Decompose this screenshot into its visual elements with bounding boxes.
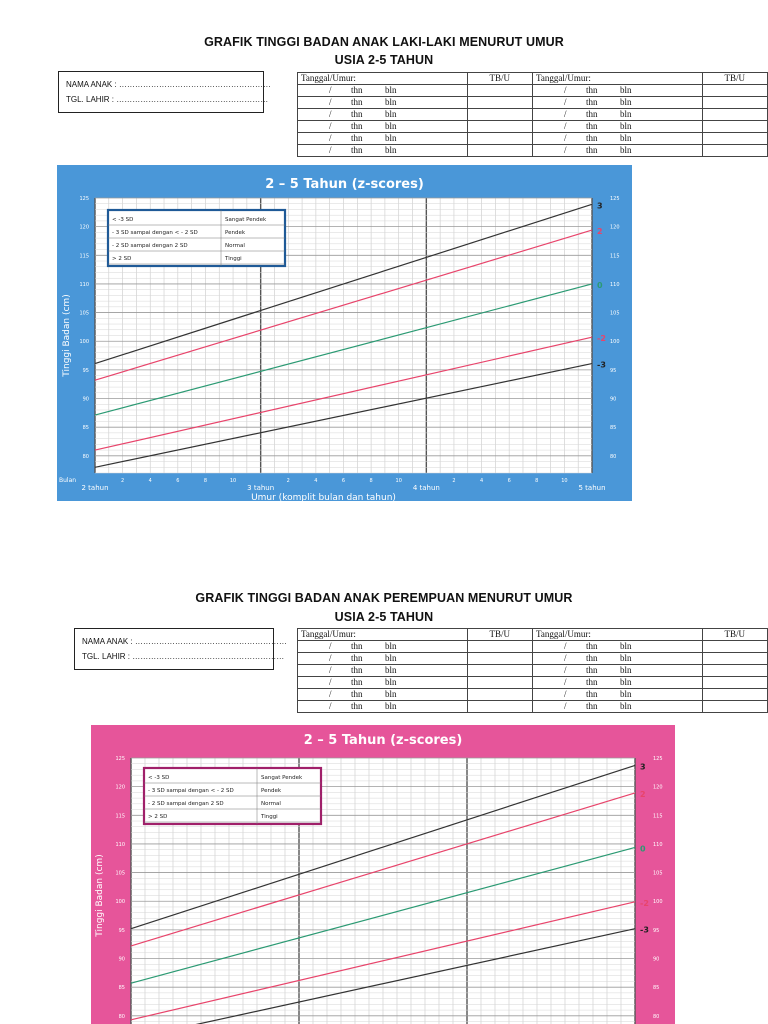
table-row xyxy=(298,109,768,121)
date-age-cell[interactable] xyxy=(532,109,702,121)
y-tick-label: 100 xyxy=(79,339,89,346)
bln-label: bln xyxy=(385,85,397,95)
legend-category-text: Normal xyxy=(225,243,245,249)
y-tick-label: 100 xyxy=(115,899,125,906)
month-tick-label: 2 xyxy=(286,478,290,484)
tbu-cell[interactable] xyxy=(467,641,532,653)
y-tick-label-right: 125 xyxy=(653,756,663,762)
table-row xyxy=(298,97,768,109)
y-tick-label: 110 xyxy=(115,841,125,848)
name-field-row[interactable]: NAMA ANAK : ………………………………………………… xyxy=(82,637,287,646)
slash: / xyxy=(329,97,332,107)
date-age-cell[interactable] xyxy=(298,641,468,653)
y-tick-label: 125 xyxy=(115,756,125,762)
slash: / xyxy=(563,97,567,107)
date-age-cell[interactable] xyxy=(532,641,702,653)
legend-category-text: Pendek xyxy=(225,230,246,236)
column-header: Tanggal/Umur: xyxy=(532,629,702,641)
date-age-cell[interactable] xyxy=(532,145,702,157)
month-tick-label: 6 xyxy=(341,478,346,484)
date-age-cell[interactable] xyxy=(298,97,468,109)
bln-label: bln xyxy=(619,97,632,107)
bln-label: bln xyxy=(385,641,397,651)
month-tick-label: 10 xyxy=(561,478,568,484)
slash: / xyxy=(329,85,332,95)
bln-label: bln xyxy=(385,677,397,687)
y-tick-label: 120 xyxy=(79,224,89,231)
month-tick-label: 6 xyxy=(176,478,180,484)
month-tick-label: 4 xyxy=(479,478,484,484)
tbu-cell[interactable] xyxy=(702,665,767,677)
tbu-cell[interactable] xyxy=(702,677,767,689)
y-tick-label-right: 100 xyxy=(610,339,620,346)
slash: / xyxy=(563,145,567,155)
date-age-cell[interactable] xyxy=(298,121,468,133)
bln-label: bln xyxy=(385,121,397,131)
y-tick-label: 115 xyxy=(79,253,89,260)
date-age-cell[interactable] xyxy=(532,97,702,109)
tbu-cell[interactable] xyxy=(467,701,532,713)
y-tick-label-right: 100 xyxy=(653,899,663,906)
table-header-row xyxy=(298,629,768,641)
thn-label: thn xyxy=(351,109,363,119)
date-age-cell[interactable] xyxy=(298,689,468,701)
table-row xyxy=(298,133,768,145)
y-tick-label: 110 xyxy=(79,281,89,288)
y-tick-label-right: 110 xyxy=(653,841,663,848)
bln-label: bln xyxy=(385,109,397,119)
legend-category-text: Sangat Pendek xyxy=(261,775,303,781)
date-age-cell[interactable] xyxy=(532,85,702,97)
thn-label: thn xyxy=(585,85,598,95)
thn-label: thn xyxy=(585,97,598,107)
series-label-2: 2 xyxy=(597,227,603,237)
identity-box-boys xyxy=(58,71,271,113)
column-header: TB/U xyxy=(702,629,767,641)
slash: / xyxy=(563,665,567,675)
y-tick-label: 115 xyxy=(115,813,125,820)
slash: / xyxy=(563,85,567,95)
column-header: Tanggal/Umur: xyxy=(298,629,468,641)
y-tick-label: 105 xyxy=(115,870,125,877)
date-age-cell[interactable] xyxy=(298,653,468,665)
table-row xyxy=(298,121,768,133)
tbu-cell[interactable] xyxy=(467,121,532,133)
bln-label: bln xyxy=(619,133,632,143)
date-age-cell[interactable] xyxy=(532,653,702,665)
y-tick-label: 120 xyxy=(115,784,125,791)
bln-label: bln xyxy=(385,701,397,711)
x-axis-label: Umur (komplit bulan dan tahun) xyxy=(251,493,396,501)
slash: / xyxy=(563,701,567,711)
tbu-cell[interactable] xyxy=(467,145,532,157)
y-tick-label-right: 95 xyxy=(653,927,660,934)
table-row xyxy=(298,653,768,665)
series-label--2: -2 xyxy=(597,334,606,344)
legend xyxy=(108,210,285,266)
thn-label: thn xyxy=(351,133,363,143)
bln-label: bln xyxy=(385,689,397,699)
bln-label: bln xyxy=(385,145,397,155)
month-tick-label: 4 xyxy=(314,478,318,484)
record-table-boys xyxy=(297,72,768,157)
y-tick-label-right: 95 xyxy=(610,367,617,374)
table-row xyxy=(298,85,768,97)
month-tick-label: 8 xyxy=(535,478,539,484)
month-tick-label: 2 xyxy=(121,478,125,484)
month-tick-label: 10 xyxy=(229,478,237,484)
slash: / xyxy=(563,677,567,687)
date-age-cell[interactable] xyxy=(532,677,702,689)
y-tick-label-right: 90 xyxy=(653,956,660,963)
slash: / xyxy=(563,109,567,119)
legend-range-text: > 2 SD xyxy=(112,256,132,262)
slash: / xyxy=(563,133,567,143)
slash: / xyxy=(329,133,332,143)
bln-label: bln xyxy=(619,665,632,675)
thn-label: thn xyxy=(585,145,598,155)
table-row xyxy=(298,641,768,653)
month-tick-label: 6 xyxy=(507,478,511,484)
legend-range-text: > 2 SD xyxy=(148,814,168,820)
page-subtitle-girls: USIA 2-5 TAHUN xyxy=(334,610,434,624)
legend-range-text: < -3 SD xyxy=(148,775,170,781)
date-age-cell[interactable] xyxy=(532,689,702,701)
column-header: Tanggal/Umur: xyxy=(298,73,468,85)
slash: / xyxy=(563,689,567,699)
tbu-cell[interactable] xyxy=(702,121,767,133)
year-label: 2 tahun xyxy=(81,484,109,492)
series-label-3: 3 xyxy=(640,762,646,772)
tbu-cell[interactable] xyxy=(467,133,532,145)
table-row xyxy=(298,145,768,157)
dob-field-row[interactable]: TGL. LAHIR : ………………………………………………… xyxy=(82,652,285,661)
slash: / xyxy=(563,641,567,651)
tbu-cell[interactable] xyxy=(702,145,767,157)
year-label: 3 tahun xyxy=(247,484,275,492)
thn-label: thn xyxy=(585,689,598,699)
tbu-cell[interactable] xyxy=(467,665,532,677)
year-label: 5 tahun xyxy=(578,484,606,492)
slash: / xyxy=(329,641,332,651)
date-age-cell[interactable] xyxy=(532,121,702,133)
column-header: Tanggal/Umur: xyxy=(532,73,702,85)
y-tick-label-right: 85 xyxy=(610,425,617,432)
tbu-cell[interactable] xyxy=(702,85,767,97)
slash: / xyxy=(563,121,567,131)
series-label-0: 0 xyxy=(597,280,603,290)
page-subtitle-boys: USIA 2-5 TAHUN xyxy=(334,53,434,67)
slash: / xyxy=(329,653,332,663)
legend-category-text: Sangat Pendek xyxy=(225,217,267,223)
table-row xyxy=(298,665,768,677)
y-axis-label: Tinggi Badan (cm) xyxy=(62,294,72,377)
series-label--3: -3 xyxy=(640,925,649,935)
bln-label: bln xyxy=(385,97,397,107)
thn-label: thn xyxy=(351,665,363,675)
legend-range-text: - 3 SD sampai dengan < - 2 SD xyxy=(148,788,234,794)
slash: / xyxy=(329,701,332,711)
bln-label: bln xyxy=(619,85,632,95)
record-table-girls xyxy=(297,628,768,713)
tbu-cell[interactable] xyxy=(702,701,767,713)
bln-label: bln xyxy=(385,665,397,675)
legend-category-text: Tinggi xyxy=(261,814,278,820)
column-header: TB/U xyxy=(467,629,532,641)
thn-label: thn xyxy=(351,677,363,687)
column-header: TB/U xyxy=(702,73,767,85)
table-row xyxy=(298,689,768,701)
month-tick-label: 8 xyxy=(203,478,208,484)
thn-label: thn xyxy=(585,701,598,711)
chart-title: 2 – 5 Tahun (z-scores) xyxy=(303,733,463,748)
date-age-cell[interactable] xyxy=(298,665,468,677)
month-tick-label: 10 xyxy=(395,478,402,484)
month-tick-label: 2 xyxy=(452,478,456,484)
growth-chart-boys xyxy=(57,165,632,501)
bln-label: bln xyxy=(385,133,397,143)
date-age-cell[interactable] xyxy=(298,85,468,97)
y-axis-label: Tinggi Badan (cm) xyxy=(95,854,105,937)
tbu-cell[interactable] xyxy=(702,109,767,121)
date-age-cell[interactable] xyxy=(298,145,468,157)
date-age-cell[interactable] xyxy=(298,133,468,145)
date-age-cell[interactable] xyxy=(532,133,702,145)
thn-label: thn xyxy=(351,145,363,155)
tbu-cell[interactable] xyxy=(467,677,532,689)
thn-label: thn xyxy=(351,653,363,663)
date-age-cell[interactable] xyxy=(298,109,468,121)
y-tick-label-right: 120 xyxy=(610,224,620,231)
series-label--2: -2 xyxy=(640,898,649,908)
tbu-cell[interactable] xyxy=(467,689,532,701)
y-tick-label-right: 125 xyxy=(610,196,620,202)
slash: / xyxy=(329,121,332,131)
page-title-boys: GRAFIK TINGGI BADAN ANAK LAKI-LAKI MENURUT UMUR xyxy=(204,35,564,49)
y-tick-label: 80 xyxy=(118,1013,125,1020)
thn-label: thn xyxy=(351,85,363,95)
legend-range-text: - 3 SD sampai dengan < - 2 SD xyxy=(112,230,198,236)
growth-chart-girls xyxy=(91,725,675,1024)
legend-range-text: < -3 SD xyxy=(112,217,134,223)
tbu-cell[interactable] xyxy=(702,133,767,145)
thn-label: thn xyxy=(351,689,363,699)
bln-label: bln xyxy=(619,641,632,651)
slash: / xyxy=(329,665,332,675)
slash: / xyxy=(329,145,332,155)
y-tick-label-right: 85 xyxy=(653,985,660,992)
thn-label: thn xyxy=(585,677,598,687)
bln-label: bln xyxy=(619,653,632,663)
tbu-cell[interactable] xyxy=(702,689,767,701)
bln-label: bln xyxy=(619,109,632,119)
y-tick-label-right: 105 xyxy=(610,310,620,317)
legend-category-text: Pendek xyxy=(261,788,282,794)
date-age-cell[interactable] xyxy=(298,677,468,689)
thn-label: thn xyxy=(351,641,363,651)
thn-label: thn xyxy=(351,121,363,131)
page-title-girls: GRAFIK TINGGI BADAN ANAK PEREMPUAN MENURUT UMUR xyxy=(195,591,573,605)
thn-label: thn xyxy=(585,121,598,131)
name-field-row[interactable]: NAMA ANAK : ………………………………………………… xyxy=(66,80,271,89)
date-age-cell[interactable] xyxy=(532,701,702,713)
month-tick-label: 8 xyxy=(369,478,373,484)
y-tick-label-right: 90 xyxy=(610,396,617,403)
y-tick-label: 95 xyxy=(118,927,125,934)
y-tick-label: 80 xyxy=(82,453,89,460)
tbu-cell[interactable] xyxy=(467,109,532,121)
thn-label: thn xyxy=(585,653,598,663)
y-tick-label-right: 115 xyxy=(610,253,620,260)
y-tick-label-right: 115 xyxy=(653,813,663,820)
date-age-cell[interactable] xyxy=(298,701,468,713)
date-age-cell[interactable] xyxy=(532,665,702,677)
tbu-cell[interactable] xyxy=(702,641,767,653)
bln-label: bln xyxy=(619,121,632,131)
legend-category-text: Normal xyxy=(261,801,281,807)
y-tick-label: 85 xyxy=(118,985,125,992)
thn-label: thn xyxy=(585,133,598,143)
y-tick-label: 95 xyxy=(82,367,89,374)
y-tick-label: 85 xyxy=(82,425,89,432)
month-tick-label: 4 xyxy=(148,478,152,484)
slash: / xyxy=(329,109,332,119)
table-header-row xyxy=(298,73,768,85)
y-tick-label: 125 xyxy=(79,196,89,202)
thn-label: thn xyxy=(351,97,363,107)
legend-category-text: Tinggi xyxy=(225,256,242,262)
thn-label: thn xyxy=(585,665,598,675)
bln-label: bln xyxy=(619,145,632,155)
bln-label: bln xyxy=(619,689,632,699)
slash: / xyxy=(329,677,332,687)
tbu-cell[interactable] xyxy=(702,653,767,665)
tbu-cell[interactable] xyxy=(467,97,532,109)
legend-range-text: - 2 SD sampai dengan 2 SD xyxy=(112,243,188,249)
year-label: 4 tahun xyxy=(412,484,440,492)
legend-range-text: - 2 SD sampai dengan 2 SD xyxy=(148,801,224,807)
slash: / xyxy=(563,653,567,663)
thn-label: thn xyxy=(585,641,598,651)
slash: / xyxy=(329,689,332,699)
tbu-cell[interactable] xyxy=(702,97,767,109)
y-tick-label: 90 xyxy=(118,956,125,963)
thn-label: thn xyxy=(351,701,363,711)
thn-label: thn xyxy=(585,109,598,119)
bln-label: bln xyxy=(385,653,397,663)
y-tick-label-right: 105 xyxy=(653,870,663,877)
table-row xyxy=(298,701,768,713)
column-header: TB/U xyxy=(467,73,532,85)
y-tick-label: 105 xyxy=(79,310,89,317)
series-label--3: -3 xyxy=(597,360,606,370)
tbu-cell[interactable] xyxy=(467,653,532,665)
dob-field-row[interactable]: TGL. LAHIR : ………………………………………………… xyxy=(66,95,269,104)
legend xyxy=(144,768,321,824)
table-row xyxy=(298,677,768,689)
tbu-cell[interactable] xyxy=(467,85,532,97)
y-tick-label-right: 80 xyxy=(653,1013,660,1020)
series-label-0: 0 xyxy=(640,844,646,854)
identity-box-girls xyxy=(74,628,287,670)
y-tick-label-right: 110 xyxy=(610,281,620,288)
x-unit-label: Bulan xyxy=(59,477,77,484)
y-tick-label-right: 120 xyxy=(653,784,663,791)
bln-label: bln xyxy=(619,701,632,711)
y-tick-label-right: 80 xyxy=(610,453,617,460)
series-label-2: 2 xyxy=(640,789,646,799)
series-label-3: 3 xyxy=(597,201,603,211)
chart-title: 2 – 5 Tahun (z-scores) xyxy=(265,177,424,192)
y-tick-label: 90 xyxy=(82,396,89,403)
bln-label: bln xyxy=(619,677,632,687)
